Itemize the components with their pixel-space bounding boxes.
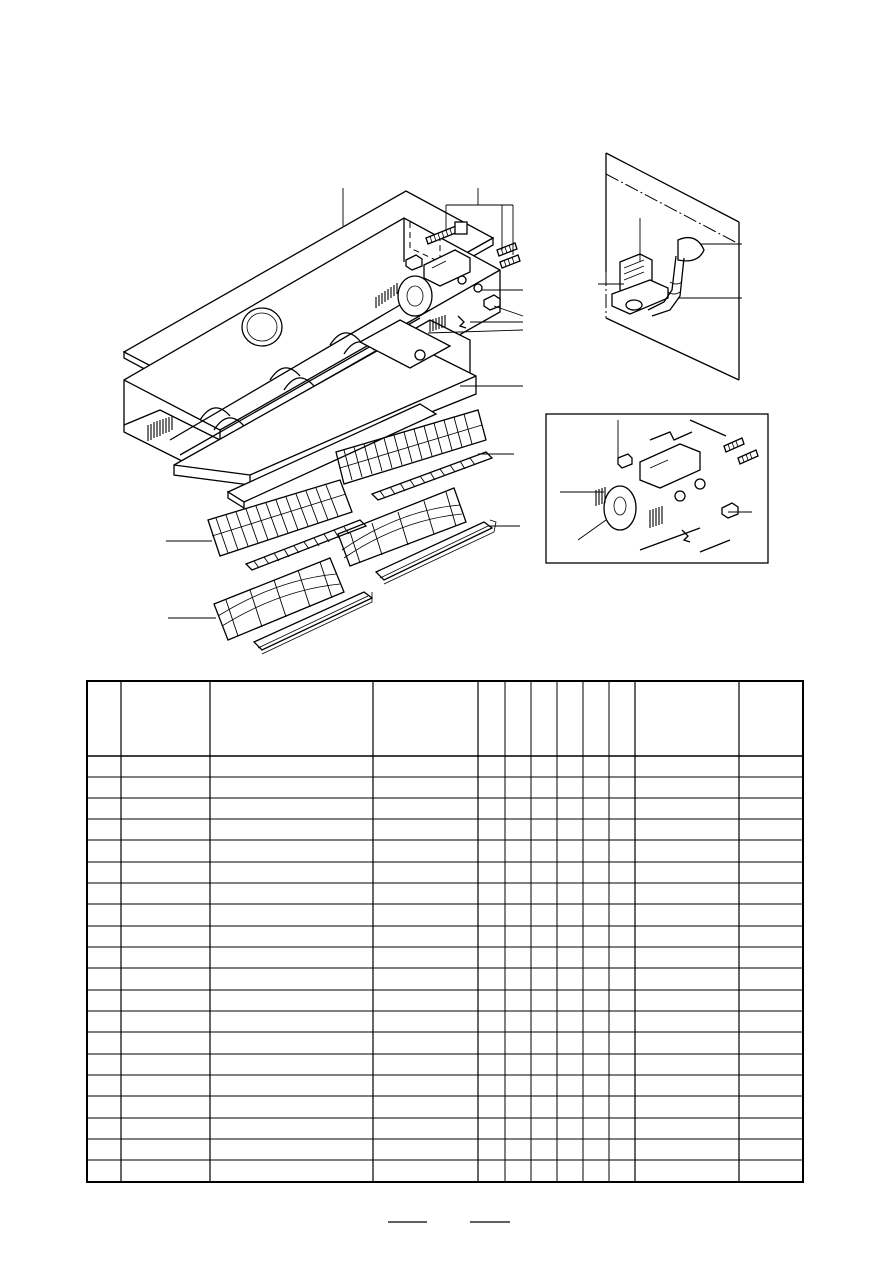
grille-left-lower-tray	[254, 592, 372, 654]
detail-inset	[546, 414, 768, 563]
parts-table	[87, 681, 803, 1182]
main-unit	[124, 191, 520, 508]
spring-right	[497, 243, 520, 268]
grille-right-lower-tray	[376, 520, 496, 584]
grille-left-lower	[214, 558, 344, 640]
detail-drain-pump	[598, 153, 742, 380]
